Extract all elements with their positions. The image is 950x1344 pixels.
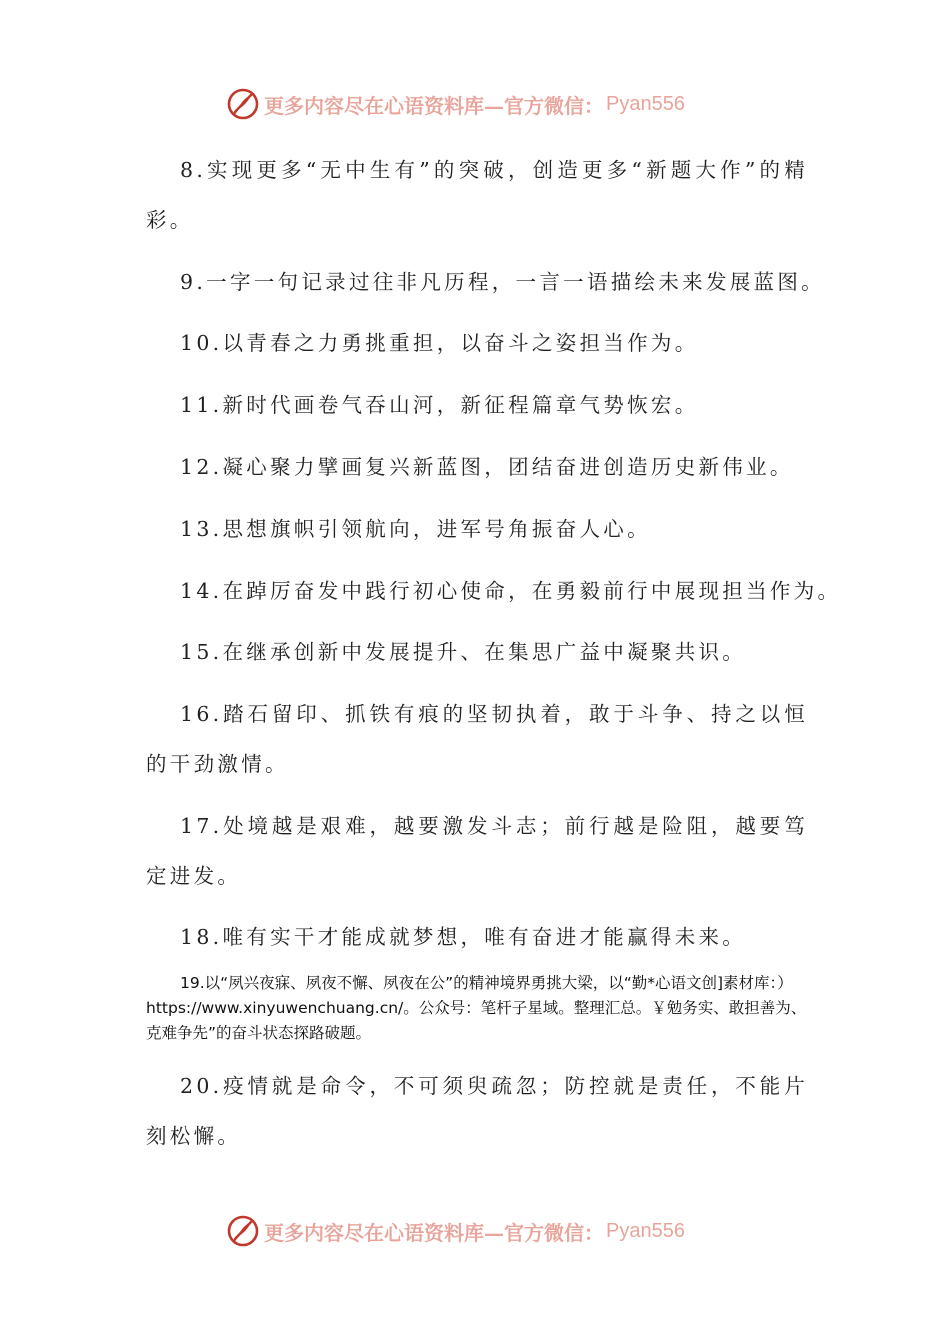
quill-logo-icon (226, 1214, 260, 1248)
list-item-9: 9.一字一句记录过往非凡历程，一言一语描绘未来发展蓝图。 (180, 270, 825, 294)
list-item-19: 19.以“夙兴夜寐、夙夜不懈、夙夜在公”的精神境界勇挑大梁，以“勤*心语文创]素材库：）https://www.xinyuwenchuang.cn/。公众号：笔杆子星域。整理汇总。￥勉务实、敢担善为、克难争先”的奋斗状态探路破题。 (146, 974, 807, 1042)
footer-banner-text: 更多内容尽在心语资料库—官方微信： (264, 1220, 604, 1245)
list-item-11: 11.新时代画卷气吞山河，新征程篇章气势恢宏。 (180, 393, 699, 417)
quill-logo-icon (226, 87, 260, 121)
list-item-12: 12.凝心聚力擘画复兴新蓝图，团结奋进创造历史新伟业。 (180, 455, 794, 479)
footer-banner (0, 1211, 950, 1251)
list-item-13: 13.思想旗帜引领航向，进军号角振奋人心。 (180, 517, 651, 541)
header-banner (0, 84, 950, 124)
list-item-8: 8.实现更多“无中生有”的突破，创造更多“新题大作”的精彩。 (146, 158, 808, 232)
list-item-14: 14.在踔厉奋发中践行初心使命，在勇毅前行中展现担当作为。 (180, 579, 842, 603)
header-banner-text: 更多内容尽在心语资料库—官方微信： (264, 93, 604, 118)
header-wechat-id: Pyan556 (606, 92, 685, 115)
list-item-15: 15.在继承创新中发展提升、在集思广益中凝聚共识。 (180, 640, 747, 664)
list-item-18: 18.唯有实干才能成就梦想，唯有奋进才能赢得未来。 (180, 925, 747, 949)
footer-wechat-id: Pyan556 (606, 1219, 685, 1242)
list-item-16: 16.踏石留印、抓铁有痕的坚韧执着，敢于斗争、持之以恒的干劲激情。 (146, 702, 808, 776)
list-item-17: 17.处境越是艰难，越要激发斗志；前行越是险阻，越要笃定进发。 (146, 814, 808, 888)
list-item-20: 20.疫情就是命令，不可须臾疏忽；防控就是责任，不能片刻松懈。 (146, 1074, 808, 1148)
list-item-10: 10.以青春之力勇挑重担，以奋斗之姿担当作为。 (180, 331, 699, 355)
footer-banner-content (226, 1211, 685, 1251)
header-banner-content (226, 84, 685, 124)
